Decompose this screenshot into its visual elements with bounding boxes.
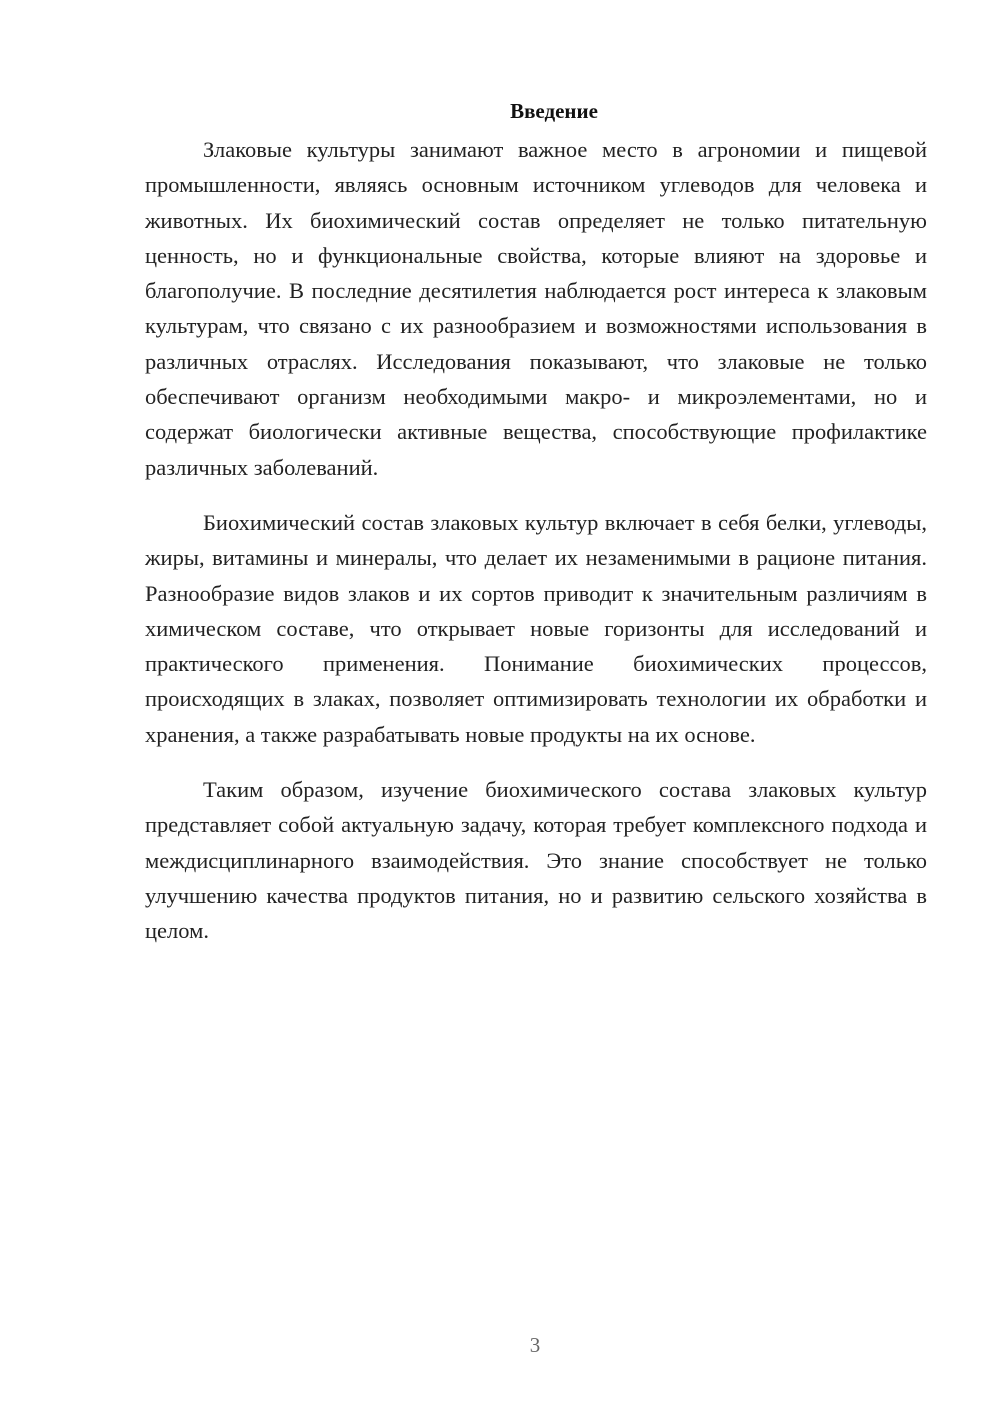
section-title: Введение — [510, 99, 598, 123]
page-content — [145, 96, 927, 969]
paragraph-1: Злаковые культуры занимают важное место в агрономии и пищевой промышленности, являясь основным источником углеводов для человека и животных. Их биохимический состав определяет не только питательную ценность, но и функциональные свойства, которые влияют на здоровье и благополучие. В последние десятилетия наблюдается рост интереса к злаковым культурам, что связано с их разнообразием и возможностями использования в различных отраслях. Исследования показывают, что злаковые не только обеспечивают организм необходимыми макро- и микроэлементами, но и содержат биологически активные вещества, способствующие профилактике различных заболеваний. — [145, 137, 927, 480]
page-number: 3 — [529, 1333, 541, 1357]
paragraph-2: Биохимический состав злаковых культур включает в себя белки, углеводы, жиры, витамины и минералы, что делает их незаменимыми в рационе питания. Разнообразие видов злаков и их сортов приводит к значительным различиям в химическом составе, что открывает новые горизонты для исследований и практического применения. Понимание биохимических процессов, происходящих в злаках, позволяет оптимизировать технологии их обработки и хранения, а также разрабатывать новые продукты на их основе. — [145, 509, 927, 747]
paragraph-3: Таким образом, изучение биохимического состава злаковых культур представляет собой актуальную задачу, которая требует комплексного подхода и междисциплинарного взаимодействия. Это знание способствует не только улучшению качества продуктов питания, но и развитию сельского хозяйства в целом. — [145, 777, 927, 944]
